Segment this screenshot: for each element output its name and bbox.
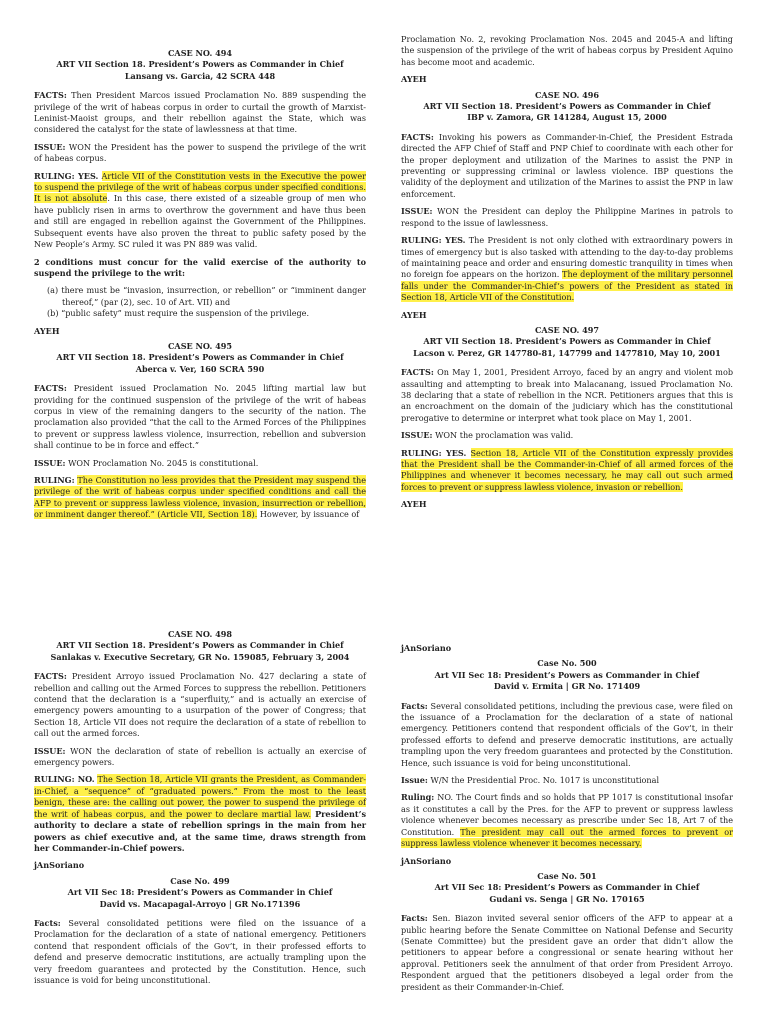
facts-text: Several consolidated petitions, including the previous case, were filed on the issuance of a Proclamation for the declaration of a state of national emergency. Petitioners contend that respondent officials of the Gov’t, in their professed efforts to defend and preserve democratic institutions, are actually trampling upon the very freedom guarantees and protected by the Constitution. Hence, such issuance is void for being unconstitutional.: [401, 700, 733, 768]
case-number: CASE NO. 498: [167, 629, 233, 639]
ruling-label: Ruling:: [401, 792, 435, 803]
author-label: AYEH: [401, 309, 427, 320]
author-label: AYEH: [34, 325, 60, 336]
issue-label: ISSUE:: [34, 457, 66, 468]
issue-text: W/N the Presidential Proc. No. 1017 is unconstitutional: [427, 775, 660, 786]
facts-paragraph: [34, 383, 366, 451]
ruling-paragraph: [401, 448, 733, 494]
issue-paragraph: [401, 775, 733, 786]
issue-text: WON the President can deploy the Philippine Marines in patrols to respond to the issue of lawlessness.: [401, 206, 733, 228]
case-title: Art VII Sec 18: President’s Powers as Commander in Chief: [434, 882, 700, 893]
condition-a: (a) there must be “invasion, insurrection, or rebellion” or “imminent danger thereof,” (par (2), sec. 10 of Art. VII) and: [47, 285, 366, 307]
ruling-paragraph: [34, 171, 366, 251]
case-number: CASE NO. 494: [167, 48, 233, 58]
case-number: CASE NO. 497: [534, 324, 600, 335]
facts-label: FACTS:: [34, 671, 67, 682]
issue-paragraph: [34, 458, 366, 469]
case-title: ART VII Section 18. President’s Powers as Commander in Chief: [423, 336, 711, 347]
facts-text: Several consolidated petitions were filed on the issuance of a Proclamation for the declaration of a state of national emergency. Petitioners contend that respondent officials of the Gov’t, in their professed efforts to defend and preserve democratic institutions, are actually trampling upon the very freedom guarantees and protected by the Constitution. Hence, such issuance is void for being unconstitutional.: [34, 917, 366, 985]
case-parties: David vs. Macapagal-Arroyo | GR No.171396: [99, 898, 301, 909]
facts-label: Facts:: [401, 913, 428, 924]
ruling-highlight: The Section 18, Article VII grants the President, as Commander-in-Chief, a “sequence” of “graduated powers.” From the most to the least benign, these are: the calling out power, the power to suspend the privilege of the writ of habeas corpus, and the power to declare martial law.: [34, 774, 367, 819]
conditions-heading: 2 conditions must concur for the valid exercise of the authority to suspend the privilege to the writ:: [34, 256, 366, 278]
issue-label: Issue:: [401, 775, 428, 786]
ruling-highlight: The president may call out the armed forces to prevent or suppress lawless violence whenever it becomes necessary.: [401, 826, 733, 849]
case-number: CASE NO. 496: [534, 89, 600, 100]
ruling-paragraph: [401, 235, 733, 303]
ruling-bold-text: President’s authority to declare a state of rebellion springs in the main from her powers as chief executive and, at the same time, draws strength from her Commander-in-Chief powers.: [34, 808, 367, 853]
case-parties: IBP v. Zamora, GR 141284, August 15, 2000: [467, 112, 667, 123]
facts-paragraph: [401, 913, 733, 993]
ruling-paragraph: [34, 774, 366, 854]
facts-label: Facts:: [401, 700, 428, 711]
case-parties: Lacson v. Perez, GR 147780-81, 147799 and 1477810, May 10, 2001: [413, 347, 721, 358]
column-top-left: [34, 48, 366, 527]
issue-text: WON Proclamation No. 2045 is constitutional.: [65, 457, 259, 468]
facts-label: FACTS:: [34, 90, 67, 101]
ruling-highlight: Section 18, Article VII of the Constitution expressly provides that the President shall be the Commander-in-Chief of all armed forces of the Philippines and whenever it becomes necessary, he may call out such armed forces to prevent or suppress lawless violence, invasion or rebellion.: [401, 447, 733, 492]
case-title: Art VII Sec 18: President’s Powers as Commander in Chief: [434, 669, 700, 680]
author-label: jAnSoriano: [401, 855, 452, 866]
ruling-highlight: Article VII of the Constitution vests in the Executive the power to suspend the privilege of the writ of habeas corpus under specified conditions. It is not absolute: [34, 170, 367, 204]
issue-paragraph: [34, 142, 366, 165]
column-bottom-left: [34, 629, 366, 992]
ruling-label: RULING: YES.: [401, 447, 467, 458]
case-number: Case No. 500: [537, 658, 597, 669]
case-number: Case No. 499: [170, 875, 230, 886]
facts-text: President Arroyo issued Proclamation No. 427 declaring a state of rebellion and calling out the Armed Forces to suppress the rebellion. Petitioners contend that the declaration is a “superfluity,” and is actually an exercise of emergency powers amounting to a usurpation of the power of Congress; that Section 18, Article VII does not require the declaration of a state of rebellion to call out the armed forces.: [34, 671, 366, 739]
issue-paragraph: [401, 206, 733, 229]
facts-text: Invoking his powers as Commander-in-Chief, the President Estrada directed the AFP Chief of Staff and PNP Chief to coordinate with each other for the proper deployment and utilization of the Marines to assist the PNP in preventing or suppressing criminal or lawless violence. IBP questions the validity of the deployment and utilization of the Marines to assist the PNP in law enforcement.: [401, 131, 733, 199]
issue-label: ISSUE:: [401, 206, 433, 217]
ruling-text: NO. The Court finds and so holds that PP 1017 is constitutional insofar as it constitutes a call by the Pres. for the AFP to prevent or suppress lawless violence whenever becomes necessary as prescribe under Sec 18, Art 7 of the Constitution.: [401, 792, 733, 837]
issue-paragraph: [401, 430, 733, 441]
facts-text: Then President Marcos issued Proclamation No. 889 suspending the privilege of the writ of habeas corpus in order to curtail the growth of Marxist-Leninist-Maoist groups, and their rebellion against the State, which was considered the catalyst for the state of lawlessness at that time.: [34, 90, 366, 135]
case-number: Case No. 501: [537, 870, 597, 881]
ruling-label: RULING: YES.: [34, 170, 99, 181]
case-title: ART VII Section 18. President’s Powers as Commander in Chief: [56, 352, 344, 363]
case-parties: Lansang vs. Garcia, 42 SCRA 448: [124, 70, 276, 81]
case-title: Art VII Sec 18: President’s Powers as Commander in Chief: [67, 887, 333, 898]
condition-b: (b) “public safety” must require the suspension of the privilege.: [47, 308, 310, 319]
facts-label: FACTS:: [401, 131, 434, 142]
case-parties: Gudani vs. Senga | GR No. 170165: [489, 893, 645, 904]
issue-text: WON the declaration of state of rebellion is actually an exercise of emergency powers.: [34, 745, 366, 768]
facts-paragraph: [34, 671, 366, 739]
conditions-list: [34, 285, 366, 319]
author-label: AYEH: [401, 499, 427, 510]
ruling-highlight: The Constitution no less provides that the President may suspend the privilege of the writ of habeas corpus under specified conditions and call the AFP to prevent or suppress lawless violence, invasion, insurrection or rebellion, or imminent danger thereof.” (Article VII, Section 18).: [34, 475, 366, 520]
ruling-highlight: The deployment of the military personnel falls under the Commander-in-Chief’s powers of the President as stated in Section 18, Article VII of the Constitution.: [401, 269, 733, 303]
facts-text: President issued Proclamation No. 2045 lifting martial law but providing for the continued suspension of the privilege of the writ of habeas corpus in view of the remaining dangers to the security of the nation. The proclamation also provided “that the call to the Armed Forces of the Philippines to prevent or suppress lawless violence, insurrection, rebellion and subversion shall continue to be in force and effect.”: [34, 383, 366, 451]
case-parties: David v. Ermita | GR No. 171409: [493, 681, 641, 692]
issue-text: WON the proclamation was valid.: [432, 430, 574, 441]
case-parties: Aberca v. Ver, 160 SCRA 590: [135, 363, 265, 374]
column-bottom-right: [401, 643, 733, 999]
ruling-paragraph: [401, 792, 733, 849]
facts-paragraph: [401, 701, 733, 769]
facts-paragraph: [34, 90, 366, 136]
facts-text: Sen. Biazon invited several senior officers of the AFP to appear at a public hearing before the Senate Committee on National Defense and Security (Senate Committee) but the president gave an order that didn’t allow the petitioners to appear before a congressional or senate hearing without her approval. Petitioners seek the annulment of that order from President Arroyo. Respondent argued that the petitioners disobeyed a legal order from the president as their Commander-in-Chief.: [401, 913, 733, 992]
case-title: ART VII Section 18. President’s Powers as Commander in Chief: [56, 59, 344, 70]
column-top-right: [401, 34, 733, 515]
author-label: jAnSoriano: [401, 643, 452, 653]
case-parties: Sanlakas v. Executive Secretary, GR No. 159085, February 3, 2004: [50, 651, 350, 662]
case-number: CASE NO. 495: [167, 340, 233, 351]
issue-paragraph: [34, 746, 366, 769]
ruling-text: . In this case, there existed of a sizeable group of men who have publicly risen in arms to overthrow the government and have thus been and still are engaged in rebellion against the Government of the Philippines. Subsequent events have also proven the threat to public safety posed by the New People’s Army. SC ruled it was PN 889 was valid.: [34, 193, 366, 250]
facts-text: On May 1, 2001, President Arroyo, faced by an angry and violent mob assaulting and attempting to break into Malacanang, issued Proclamation No. 38 declaring that a state of rebellion in the NCR. Petitioners argues that this is an encroachment on the domain of the judiciary which has the constitutional prerogative to determine or interpret what took place on May 1, 2001.: [401, 367, 733, 423]
ruling-label: RULING:: [34, 475, 75, 485]
issue-label: ISSUE:: [401, 430, 433, 441]
case-title: ART VII Section 18. President’s Powers as Commander in Chief: [423, 101, 711, 112]
ruling-paragraph: [34, 475, 366, 521]
ruling-text: However, by issuance of: [257, 509, 360, 520]
ruling-label: RULING: NO.: [34, 774, 95, 785]
case-title: ART VII Section 18. President’s Powers as Commander in Chief: [56, 640, 344, 651]
facts-paragraph: [401, 132, 733, 200]
facts-label: FACTS:: [34, 383, 67, 394]
issue-label: ISSUE:: [34, 141, 66, 152]
facts-label: Facts:: [34, 917, 61, 928]
continued-text: Proclamation No. 2, revoking Proclamation Nos. 2045 and 2045-A and lifting the suspension of the privilege of the writ of habeas corpus by President Aquino has become moot and academic.: [401, 34, 733, 67]
ruling-label: RULING: YES.: [401, 235, 466, 246]
issue-text: WON the President has the power to suspend the privilege of the writ of habeas corpus.: [34, 141, 366, 164]
facts-label: FACTS:: [401, 367, 434, 378]
issue-label: ISSUE:: [34, 745, 66, 756]
author-label: jAnSoriano: [34, 860, 85, 871]
ruling-text: The President is not only clothed with extraordinary powers in times of emergency but is also tasked with attending to the day-to-day problems of maintaining peace and order and ensuring domestic tranquility in times when no foreign foe appears on the horizon.: [401, 235, 733, 280]
author-label: AYEH: [401, 74, 427, 85]
facts-paragraph: [34, 918, 366, 986]
facts-paragraph: [401, 367, 733, 424]
